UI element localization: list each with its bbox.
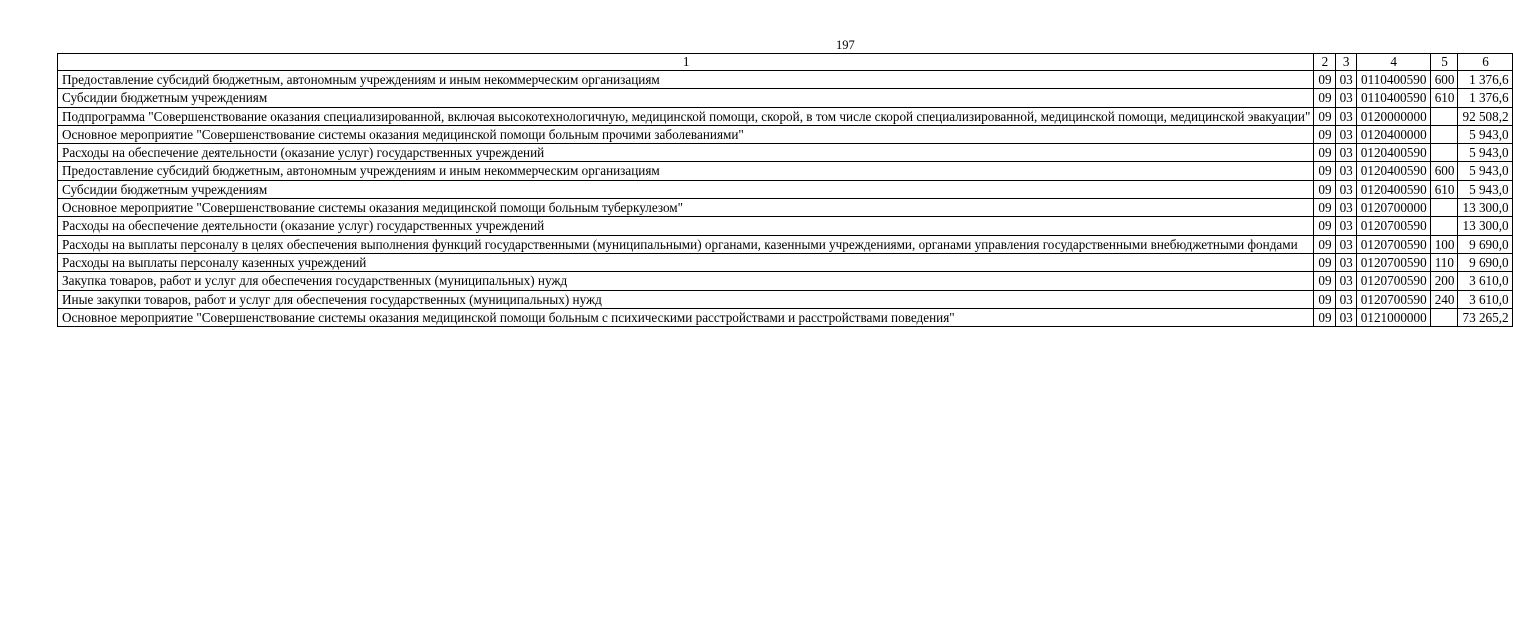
row-amount: 1 376,6	[1458, 89, 1512, 107]
table-row	[58, 235, 1513, 253]
row-amount: 3 610,0	[1458, 272, 1512, 290]
row-expense-type: 110	[1430, 253, 1458, 271]
row-expense-type	[1430, 125, 1458, 143]
table-row	[58, 308, 1513, 326]
row-expense-type	[1430, 199, 1458, 217]
row-target-code: 0120700590	[1356, 290, 1430, 308]
table-row	[58, 125, 1513, 143]
page-number: 197	[836, 38, 855, 52]
row-section: 09	[1314, 144, 1335, 162]
row-name: Основное мероприятие "Совершенствование системы оказания медицинской помощи больным с психическими расстройствами и расстройствами поведения"	[58, 308, 1314, 326]
row-subsection: 03	[1335, 272, 1356, 290]
row-section: 09	[1314, 107, 1335, 125]
row-target-code: 0121000000	[1356, 308, 1430, 326]
row-target-code: 0120400590	[1356, 162, 1430, 180]
column-header-1: 1	[58, 54, 1314, 71]
row-expense-type	[1430, 308, 1458, 326]
row-name: Предоставление субсидий бюджетным, автономным учреждениям и иным некоммерческим организациям	[58, 162, 1314, 180]
row-subsection: 03	[1335, 162, 1356, 180]
row-section: 09	[1314, 180, 1335, 198]
table-row	[58, 217, 1513, 235]
table-row	[58, 144, 1513, 162]
column-header-5: 5	[1430, 54, 1458, 71]
row-name: Предоставление субсидий бюджетным, автономным учреждениям и иным некоммерческим организациям	[58, 71, 1314, 89]
row-subsection: 03	[1335, 235, 1356, 253]
row-section: 09	[1314, 253, 1335, 271]
row-section: 09	[1314, 217, 1335, 235]
row-expense-type	[1430, 107, 1458, 125]
column-header-6: 6	[1458, 54, 1512, 71]
row-section: 09	[1314, 272, 1335, 290]
row-section: 09	[1314, 125, 1335, 143]
row-subsection: 03	[1335, 308, 1356, 326]
row-target-code: 0120400590	[1356, 180, 1430, 198]
row-target-code: 0120400590	[1356, 144, 1430, 162]
column-header-3: 3	[1335, 54, 1356, 71]
row-subsection: 03	[1335, 180, 1356, 198]
table-row	[58, 253, 1513, 271]
row-amount: 73 265,2	[1458, 308, 1512, 326]
row-subsection: 03	[1335, 107, 1356, 125]
row-amount: 9 690,0	[1458, 235, 1512, 253]
row-expense-type: 100	[1430, 235, 1458, 253]
table-row	[58, 180, 1513, 198]
row-name: Расходы на выплаты персоналу казенных учреждений	[58, 253, 1314, 271]
row-section: 09	[1314, 71, 1335, 89]
row-amount: 13 300,0	[1458, 217, 1512, 235]
row-expense-type: 240	[1430, 290, 1458, 308]
row-subsection: 03	[1335, 144, 1356, 162]
row-section: 09	[1314, 235, 1335, 253]
budget-table	[57, 53, 1513, 327]
row-target-code: 0120700590	[1356, 272, 1430, 290]
row-name: Расходы на обеспечение деятельности (оказание услуг) государственных учреждений	[58, 144, 1314, 162]
row-target-code: 0120700590	[1356, 253, 1430, 271]
row-name: Иные закупки товаров, работ и услуг для обеспечения государственных (муниципальных) нужд	[58, 290, 1314, 308]
row-expense-type: 200	[1430, 272, 1458, 290]
row-amount: 1 376,6	[1458, 71, 1512, 89]
row-name: Расходы на обеспечение деятельности (оказание услуг) государственных учреждений	[58, 217, 1314, 235]
row-subsection: 03	[1335, 217, 1356, 235]
row-amount: 9 690,0	[1458, 253, 1512, 271]
row-amount: 3 610,0	[1458, 290, 1512, 308]
row-target-code: 0120700590	[1356, 217, 1430, 235]
row-target-code: 0120000000	[1356, 107, 1430, 125]
row-expense-type	[1430, 217, 1458, 235]
row-section: 09	[1314, 308, 1335, 326]
row-section: 09	[1314, 162, 1335, 180]
row-name: Субсидии бюджетным учреждениям	[58, 89, 1314, 107]
row-expense-type: 600	[1430, 71, 1458, 89]
table-row	[58, 290, 1513, 308]
row-name: Субсидии бюджетным учреждениям	[58, 180, 1314, 198]
row-target-code: 0120700000	[1356, 199, 1430, 217]
row-section: 09	[1314, 290, 1335, 308]
row-name: Основное мероприятие "Совершенствование системы оказания медицинской помощи больным прочими заболеваниями"	[58, 125, 1314, 143]
row-section: 09	[1314, 199, 1335, 217]
row-name: Подпрограмма "Совершенствование оказания специализированной, включая высокотехнологичную, медицинской помощи, скорой, в том числе скорой специализированной, медицинской помощи, медицинской эвакуации"	[58, 107, 1314, 125]
row-target-code: 0120700590	[1356, 235, 1430, 253]
row-subsection: 03	[1335, 71, 1356, 89]
table-row	[58, 107, 1513, 125]
row-expense-type: 600	[1430, 162, 1458, 180]
row-amount: 5 943,0	[1458, 125, 1512, 143]
row-subsection: 03	[1335, 125, 1356, 143]
table-row	[58, 162, 1513, 180]
table-row	[58, 272, 1513, 290]
row-section: 09	[1314, 89, 1335, 107]
row-target-code: 0120400000	[1356, 125, 1430, 143]
column-header-4: 4	[1356, 54, 1430, 71]
table-row	[58, 71, 1513, 89]
row-amount: 5 943,0	[1458, 144, 1512, 162]
row-amount: 5 943,0	[1458, 162, 1512, 180]
row-amount: 5 943,0	[1458, 180, 1512, 198]
table-row	[58, 199, 1513, 217]
row-subsection: 03	[1335, 89, 1356, 107]
row-amount: 13 300,0	[1458, 199, 1512, 217]
row-name: Расходы на выплаты персоналу в целях обеспечения выполнения функций государственными (муниципальными) органами, казенными учреждениями, органами управления государственными внебюджетными фондами	[58, 235, 1314, 253]
row-subsection: 03	[1335, 253, 1356, 271]
row-target-code: 0110400590	[1356, 71, 1430, 89]
row-subsection: 03	[1335, 199, 1356, 217]
table-row	[58, 89, 1513, 107]
header-row	[58, 54, 1513, 71]
row-amount: 92 508,2	[1458, 107, 1512, 125]
row-name: Закупка товаров, работ и услуг для обеспечения государственных (муниципальных) нужд	[58, 272, 1314, 290]
row-expense-type	[1430, 144, 1458, 162]
row-subsection: 03	[1335, 290, 1356, 308]
column-header-2: 2	[1314, 54, 1335, 71]
row-expense-type: 610	[1430, 89, 1458, 107]
row-target-code: 0110400590	[1356, 89, 1430, 107]
row-expense-type: 610	[1430, 180, 1458, 198]
row-name: Основное мероприятие "Совершенствование системы оказания медицинской помощи больным туберкулезом"	[58, 199, 1314, 217]
